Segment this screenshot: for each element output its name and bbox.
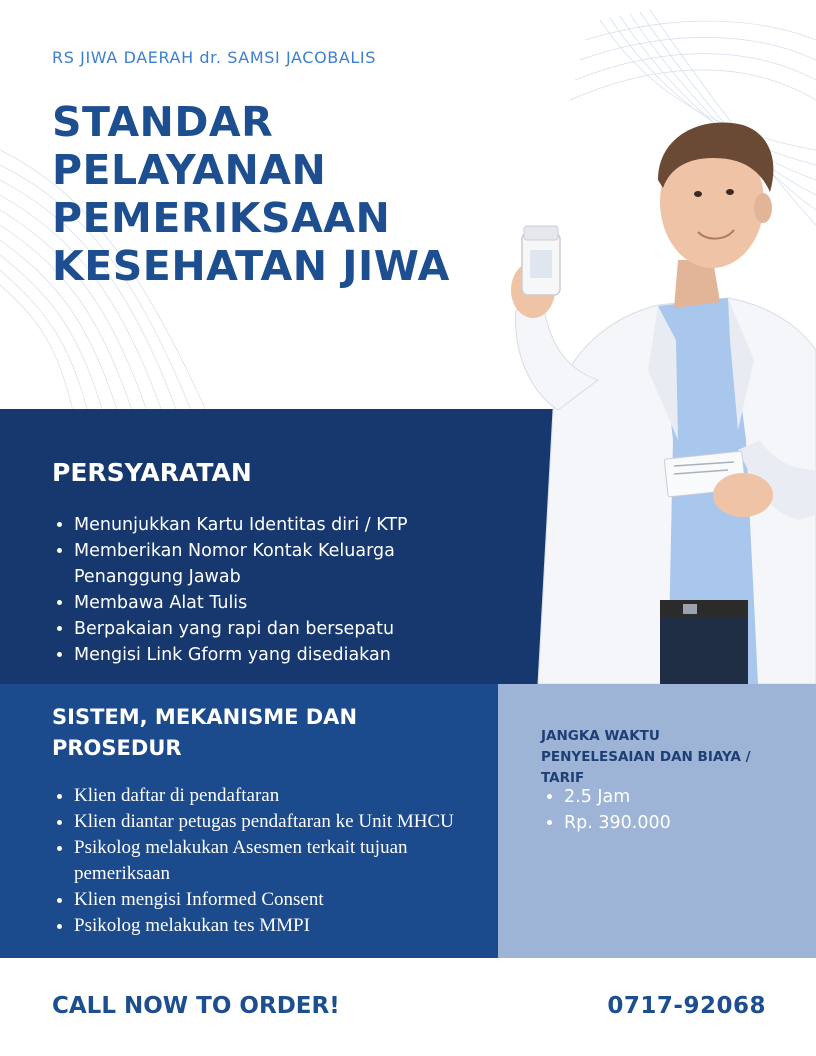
doctor-photo — [498, 110, 816, 684]
title-line: KESEHATAN JIWA — [52, 242, 450, 290]
belt-shape — [660, 600, 748, 618]
pill-bottle-cap-shape — [524, 226, 558, 240]
call-to-action: CALL NOW TO ORDER! — [52, 993, 340, 1019]
phone-number[interactable]: 0717-92068 — [607, 993, 766, 1019]
list-item: • Menunjukkan Kartu Identitas diri / KTP — [74, 512, 494, 538]
list-item: • Klien daftar di pendaftaran — [74, 783, 474, 809]
sistem-list — [52, 783, 474, 939]
ear-shape — [754, 193, 772, 223]
title-line: PELAYANAN — [52, 146, 327, 194]
persyaratan-title: PERSYARATAN — [52, 458, 252, 487]
title-line: PEMERIKSAAN — [52, 194, 391, 242]
organization-name: RS JIWA DAERAH dr. SAMSI JACOBALIS — [52, 48, 376, 67]
list-item: • Mengisi Link Gform yang disediakan — [74, 642, 494, 668]
list-item: • 2.5 Jam — [564, 784, 794, 810]
lower-hand-shape — [713, 473, 773, 517]
list-item: • Psikolog melakukan tes MMPI — [74, 913, 474, 939]
title-line: STANDAR — [52, 98, 274, 146]
sistem-title: SISTEM, MEKANISME DAN PROSEDUR — [52, 705, 358, 760]
list-item: • Rp. 390.000 — [564, 810, 794, 836]
belt-buckle-shape — [683, 604, 697, 614]
list-item: • Psikolog melakukan Asesmen terkait tujuan pemeriksaan — [74, 835, 474, 887]
list-item: • Klien mengisi Informed Consent — [74, 887, 474, 913]
page-title — [52, 98, 450, 290]
list-item: • Membawa Alat Tulis — [74, 590, 494, 616]
list-item: • Klien diantar petugas pendaftaran ke Unit MHCU — [74, 809, 474, 835]
persyaratan-list — [52, 512, 494, 668]
list-item: • Memberikan Nomor Kontak Keluarga Penanggung Jawab — [74, 538, 494, 590]
jangka-list — [542, 784, 794, 836]
list-item: • Berpakaian yang rapi dan bersepatu — [74, 616, 494, 642]
jangka-title: JANGKA WAKTU PENYELESAIAN DAN BIAYA / TARIF — [541, 728, 751, 786]
